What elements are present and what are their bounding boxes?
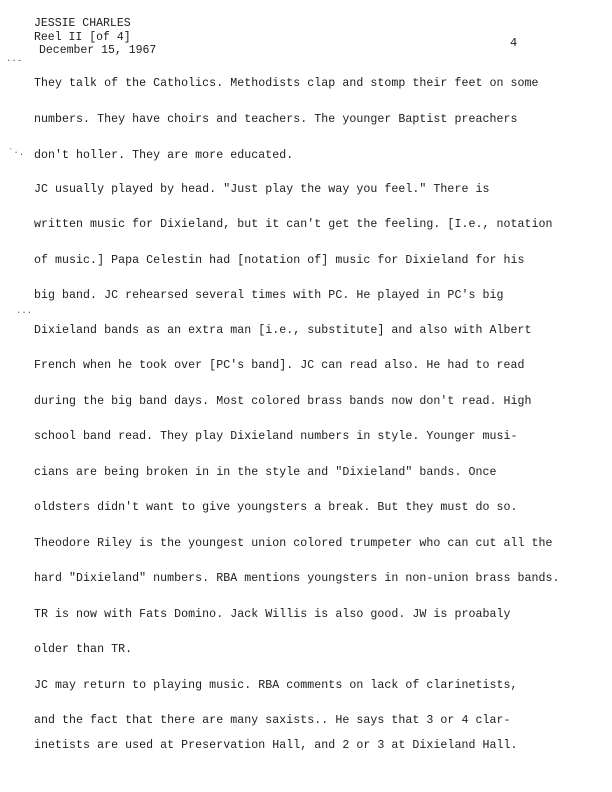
text-line: don't holler. They are more educated. — [34, 149, 294, 162]
text-line: JC usually played by head. "Just play the way you feel." There is — [34, 183, 490, 196]
text-line: inetists are used at Preservation Hall, and 2 or 3 at Dixieland Hall. — [34, 739, 518, 752]
text-line: numbers. They have choirs and teachers. The younger Baptist preachers — [34, 113, 518, 126]
text-line: hard "Dixieland" numbers. RBA mentions youngsters in non-union brass bands. — [34, 572, 560, 585]
text-line: oldsters didn't want to give youngsters a break. But they must do so. — [34, 501, 518, 514]
page-number: 4 — [510, 36, 518, 50]
text-line: TR is now with Fats Domino. Jack Willis is also good. JW is proabaly — [34, 608, 511, 621]
text-line: They talk of the Catholics. Methodists clap and stomp their feet on some — [34, 77, 539, 90]
interviewee-name: JESSIE CHARLES — [34, 17, 131, 30]
text-line: big band. JC rehearsed several times with PC. He played in PC's big — [34, 289, 504, 302]
document-header — [34, 17, 156, 58]
text-line: and the fact that there are many saxists.. He says that 3 or 4 clar- — [34, 714, 511, 727]
margin-mark: `·. — [8, 148, 25, 158]
text-line: during the big band days. Most colored brass bands now don't read. High — [34, 395, 532, 408]
margin-mark: ··- — [6, 56, 23, 66]
text-line: Dixieland bands as an extra man [i.e., substitute] and also with Albert — [34, 324, 532, 337]
margin-mark: ··· — [16, 308, 33, 318]
text-line: school band read. They play Dixieland numbers in style. Younger musi- — [34, 430, 518, 443]
text-line: Theodore Riley is the youngest union colored trumpeter who can cut all the — [34, 537, 553, 550]
reel-info: Reel II [of 4] — [34, 30, 131, 44]
text-line: written music for Dixieland, but it can't get the feeling. [I.e., notation — [34, 218, 553, 231]
text-line: older than TR. — [34, 643, 133, 656]
text-line: cians are being broken in in the style and "Dixieland" bands. Once — [34, 466, 497, 479]
interview-date: December 15, 1967 — [39, 44, 157, 57]
text-line: French when he took over [PC's band]. JC can read also. He had to read — [34, 359, 525, 372]
text-line: JC may return to playing music. RBA comments on lack of clarinetists, — [34, 679, 518, 692]
text-line: of music.] Papa Celestin had [notation of] music for Dixieland for his — [34, 254, 525, 267]
